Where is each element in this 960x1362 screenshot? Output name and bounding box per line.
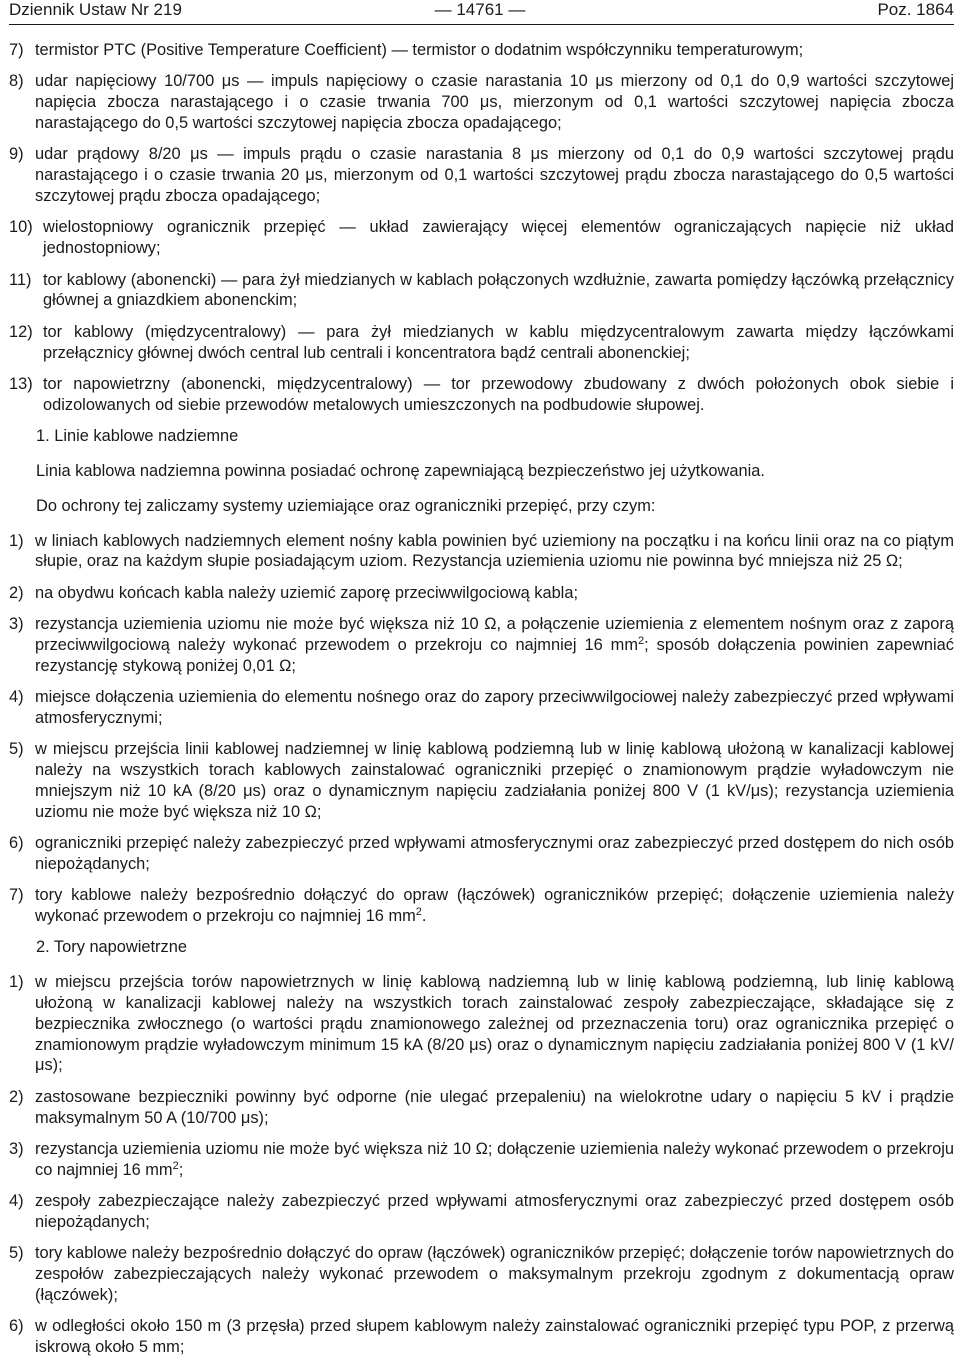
list-item (9, 583, 954, 604)
definition-item (9, 270, 954, 312)
item-number: 4) (9, 688, 24, 707)
position-number: Poz. 1864 (877, 0, 954, 19)
definition-item (9, 71, 954, 133)
item-text: w odległości około 150 m (3 przęsła) przed słupem kablowym należy zainstalować ograniczniki przepięć typu POP, z przerwą iskrową około 5 mm; (35, 1317, 954, 1357)
item-text: termistor PTC (Positive Temperature Coefficient) — termistor o dodatnim współczynniku temperaturowym; (35, 41, 804, 59)
list-item (9, 1243, 954, 1305)
item-text-part: rezystancja uziemienia uziomu nie może być większa niż 10 Ω; dołączenie uziemienia należy wykonać przewodem o przekroju co najmniej 16 mm (35, 1139, 954, 1179)
item-number: 13) (9, 374, 33, 393)
item-text: w liniach kablowych nadziemnych element nośny kabla powinien być uziemiony na początku i na końcu linii oraz na co piątym słupie, oraz na każdym słupie posiadającym uziom. Rezystancja uziemienia uziomu nie powinna być mniejsza niż 25 Ω; (35, 531, 954, 571)
item-text: udar prądowy 8/20 μs — impuls prądu o czasie narastania 8 μs mierzony od 0,1 do 0,9 wartości szczytowej prądu narastającego i o czasie trwania 20 μs, mierzonym od 0,1 wartości szczytowej prądu zbocza narastającego do 0,5 wartości szczytowej prądu zbocza opadającego; (35, 145, 954, 205)
paragraph: Do ochrony tej zaliczamy systemy uziemiające oraz ograniczniki przepięć, przy czym: (36, 496, 656, 515)
item-text: tor kablowy (abonencki) — para żył miedzianych w kablach połączonych wzdłużnie, zawarta pomiędzy łączówką przełącznicy głównej a gniazdkiem abonenckim; (43, 270, 954, 310)
list-item (9, 972, 954, 1076)
item-text (35, 885, 954, 927)
item-number: 1) (9, 973, 24, 992)
document-body (9, 25, 954, 1358)
definition-item (9, 144, 954, 206)
item-number: 3) (9, 615, 24, 634)
item-number: 4) (9, 1192, 24, 1211)
list-item (9, 687, 954, 729)
journal-title: Dziennik Ustaw Nr 219 (9, 0, 182, 19)
definition-item (9, 322, 954, 364)
item-text: zespoły zabezpieczające należy zabezpieczyć przed wpływami atmosferycznymi oraz zabezpieczyć przed dostępem osób niepożądanych; (35, 1192, 954, 1231)
item-text (35, 1139, 954, 1181)
item-number: 10) (9, 218, 33, 237)
definition-item (9, 374, 954, 416)
list-item (9, 1316, 954, 1358)
item-number: 6) (9, 1317, 24, 1336)
superscript: 2 (638, 634, 645, 647)
item-text: w miejscu przejścia linii kablowej nadziemnej w linię kablową podziemną lub w linię kablową ułożoną w kanalizacji kablowej należy na wszystkich torach kablowych zainstalować ograniczniki przepięć o znamionowym prądzie wyładowczym nie mniejszym niż 10 kA (8/20 μs) oraz o dynamicznym napięciu zadziałania poniżej 800 V (1 kV/μs); rezystancja uziemienia uziomu nie może być większa niż 10 Ω; (35, 740, 954, 821)
item-number: 3) (9, 1139, 24, 1158)
list-item (9, 1191, 954, 1233)
section-heading: 1. Linie kablowe nadziemne (36, 427, 239, 446)
item-text: ograniczniki przepięć należy zabezpieczyć przed wpływami atmosferycznymi oraz zabezpieczyć przed dostępem do nich osób niepożądanych; (35, 834, 954, 873)
item-number: 7) (9, 41, 24, 59)
item-number: 9) (9, 145, 24, 164)
list-item (9, 739, 954, 822)
list-item (9, 833, 954, 875)
item-number: 7) (9, 886, 24, 905)
definition-item (9, 217, 954, 259)
item-text: w miejscu przejścia torów napowietrznych w linię kablową nadziemną lub w linię kablową podziemną, lub linię kablową ułożoną w kanalizacji kablowej należy na wszystkich torach zainstalować zespoły zabezpieczające, składające się z bezpiecznika zwłocznego (o wartości prądu znamionowego zależnej od przeznaczenia toru) oraz ogranicznika przepięć o znamionowym prądzie wyładowczym minimum 15 kA (8/20 μs) oraz o dynamicznym napięciu zadziałania poniżej 800 V (1 kV/μs); (35, 973, 954, 1075)
item-number: 2) (9, 583, 24, 602)
item-text-part: rezystancja uziemienia uziomu nie może być większa niż 10 Ω, a połączenie uziemienia z elementem nośnym oraz z zaporą przeciwwilgociową należy wykonać przewodem o przekroju co najmniej 16 mm (35, 615, 954, 654)
item-text: tory kablowe należy bezpośrednio dołączyć do opraw (łączówek) ograniczników przepięć; dołączenie torów napowietrznych do zespołów zabezpieczających należy wykonać przewodem o maksymalnym przekroju zgodnym z dokumentacją opraw (łączówek); (35, 1244, 954, 1304)
item-text: udar napięciowy 10/700 μs — impuls napięciowy o czasie narastania 10 μs mierzony od 0,1 do 0,9 wartości szczytowej napięcia zbocza narastającego i o czasie trwania 700 μs, mierzonym od 0,1 wartości szczytowej napięcia zbocza narastającego do 0,5 wartości szczytowej napięcia zbocza opadającego; (35, 72, 954, 132)
superscript: 2 (172, 1159, 179, 1172)
item-number: 8) (9, 72, 24, 91)
page-header (9, 0, 954, 24)
paragraph: Linia kablowa nadziemna powinna posiadać ochronę zapewniającą bezpieczeństwo jej użytkowania. (36, 461, 765, 480)
list-item (9, 885, 954, 927)
item-text: miejsce dołączenia uziemienia do elementu nośnego oraz do zapory przeciwwilgociowej należy zabezpieczyć przed wpływami atmosferycznymi; (35, 688, 954, 727)
item-number: 12) (9, 322, 33, 341)
page-number: — 14761 — (434, 0, 526, 19)
item-text-part: tory kablowe należy bezpośrednio dołączyć do opraw (łączówek) ograniczników przepięć; dołączenie uziemienia należy wykonać przewodem o przekroju co najmniej 16 mm (35, 886, 954, 926)
item-number: 11) (9, 270, 32, 289)
item-number: 2) (9, 1087, 24, 1106)
item-number: 5) (9, 740, 24, 759)
item-number: 6) (9, 834, 24, 853)
item-text-part: ; sposób dołączenia powinien zapewniać rezystancję stykową poniżej 0,01 Ω; (35, 635, 954, 675)
item-text (35, 614, 954, 676)
section-heading: 2. Tory napowietrzne (36, 938, 187, 957)
item-text-part: . (421, 907, 427, 926)
item-number: 5) (9, 1244, 24, 1263)
item-text: wielostopniowy ogranicznik przepięć — układ zawierający więcej elementów ograniczających napięcie niż układ jednostopniowy; (43, 218, 954, 258)
list-item (9, 1087, 954, 1129)
item-text: na obydwu końcach kabla należy uziemić zaporę przeciwwilgociową kabla; (35, 583, 578, 602)
item-text: tor napowietrzny (abonencki, międzycentralowy) — tor przewodowy zbudowany z dwóch położonych obok siebie i odizolowanych od siebie przewodów metalowych umieszczonych na podbudowie słupowej. (43, 374, 954, 414)
item-text-part: ; (178, 1160, 184, 1179)
item-text: zastosowane bezpieczniki powinny być odporne (nie ulegać przepaleniu) na wielokrotne udary o napięciu 5 kV i prądzie maksymalnym 50 A (10/700 μs); (35, 1087, 954, 1127)
list-item (9, 1139, 954, 1181)
list-item (9, 614, 954, 676)
list-item (9, 531, 954, 573)
item-text: tor kablowy (międzycentralowy) — para żył miedzianych w kablu międzycentralowym zawarta między łączówkami przełącznicy głównej dwóch central lub centrali i koncentratora bądź centrali abonenckiej; (43, 322, 954, 362)
superscript: 2 (415, 906, 422, 919)
definition-item (9, 40, 954, 61)
item-number: 1) (9, 531, 24, 550)
